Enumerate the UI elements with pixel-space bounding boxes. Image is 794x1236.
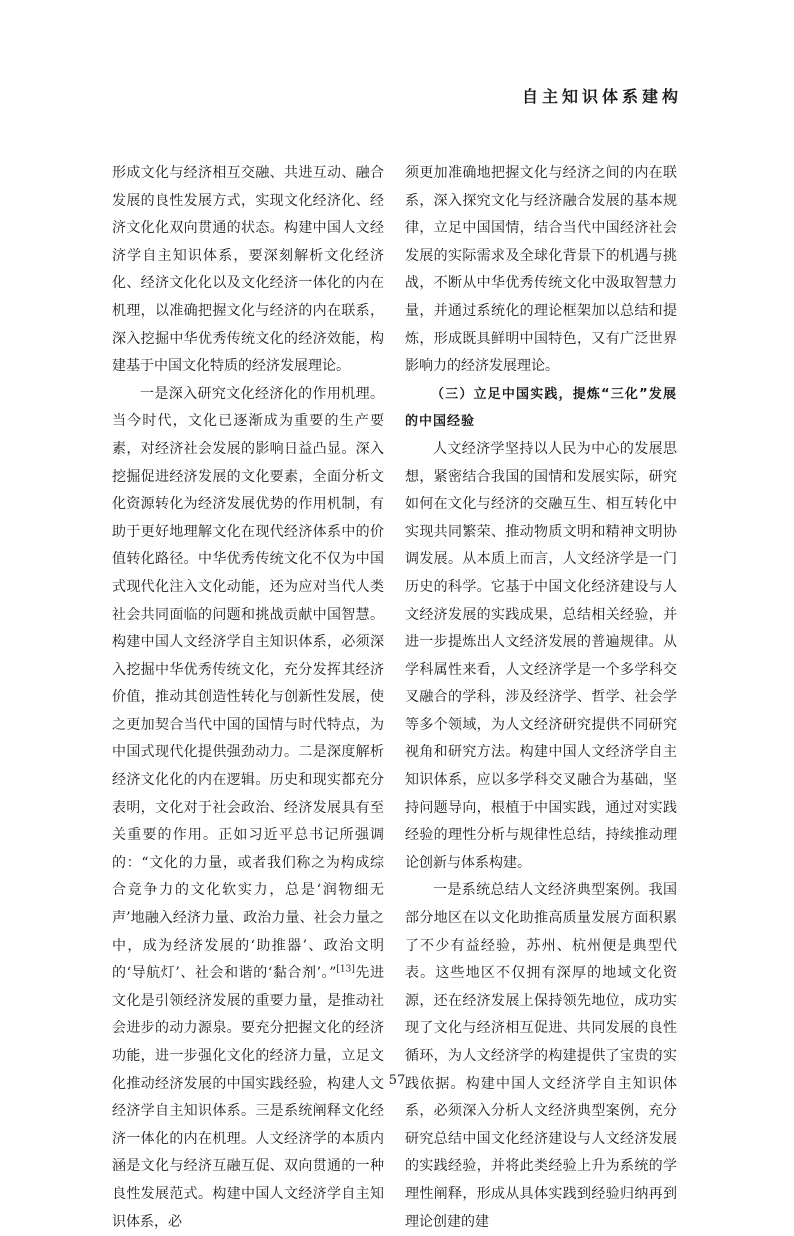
paragraph: 人文经济学坚持以人民为中心的发展思想，紧密结合我国的国情和发展实际，研究如何在文化与经济的交融互生、相互转化中实现共同繁荣、推动物质文明和精神文明协调发展。从本质上而言，人文经济学是一门历史的科学。它基于中国文化经济建设与人文经济发展的实践成果，总结相关经验，并进一步提炼出人文经济发展的普遍规律。从学科属性来看，人文经济学是一个多学科交叉融合的学科，涉及经济学、哲学、社会学等多个领域，为人文经济研究提供不同研究视角和研究方法。构建中国人文经济学自主知识体系，应以多学科交叉融合为基础，坚持问题导向，根植于中国实践，通过对实践经验的理性分析与规律性总结，持续推动理论创新与体系构建。 [405, 440, 677, 871]
paragraph [112, 381, 384, 1236]
paragraph-text: 先进文化是引领经济发展的重要力量，是推动社会进步的动力源泉。要充分把握文化的经济功能，进一步强化文化的经济力量，立足文化推动经济发展的中国实践经验，构建人文经济学自主知识体系。三是系统阐释文化经济一体化的内在机理。人文经济学的本质内涵是文化与经济互融互促、双向贯通的一种良性发展范式。构建中国人文经济学自主知识体系，必 [112, 965, 384, 1230]
paragraph: 须更加准确地把握文化与经济之间的内在联系，深入探究文化与经济融合发展的基本规律，立足中国国情，结合当代中国经济社会发展的实际需求及全球化背景下的机遇与挑战，不断从中华优秀传统文化中汲取智慧力量，并通过系统化的理论框架加以总结和提炼，形成既具鲜明中国特色，又有广泛世界影响力的经济发展理论。 [405, 165, 677, 375]
section-subheading: （三）立足中国实践，提炼“三化”发展的中国经验 [405, 386, 677, 430]
page-number: 57 [388, 1073, 406, 1088]
paragraph-text: 一是深入研究文化经济化的作用机理。当今时代，文化已逐渐成为重要的生产要素，对经济社会发展的影响日益凸显。深入挖掘促进经济发展的文化要素，全面分析文化资源转化为经济发展优势的作用机制，有助于更好地理解文化在现代经济体系中的价值转化路径。中华优秀传统文化不仅为中国式现代化注入文化动能，还为应对当代人类社会共同面临的问题和挑战贡献中国智慧。构建中国人文经济学自主知识体系，必须深入挖掘中华优秀传统文化，充分发挥其经济价值，推动其创造性转化与创新性发展，使之更加契合当代中国的国情与时代特点，为中国式现代化提供强劲动力。二是深度解析经济文化化的内在逻辑。历史和现实都充分表明，文化对于社会政治、经济发展具有至关重要的作用。正如习近平总书记所强调的：“文化的力量，或者我们称之为构成综合竞争力的文化软实力，总是‘润物细无声’地融入经济力量、政治力量、社会力量之中，成为经济发展的‘助推器’、政治文明的‘导航灯’、社会和谐的‘黏合剂’。” [112, 385, 384, 982]
running-header: 自主知识体系建构 [521, 87, 682, 106]
header-divider [112, 114, 682, 115]
paragraph: 一是系统总结人文经济典型案例。我国部分地区在以文化助推高质量发展方面积累了不少有益经验，苏州、杭州便是典型代表。这些地区不仅拥有深厚的地域文化资源，还在经济发展上保持领先地位，成功实现了文化与经济相互促进、共同发展的良性循环，为人文经济学的构建提供了宝贵的实践依据。构建中国人文经济学自主知识体系，必须深入分析人文经济典型案例，充分研究总结中国文化经济建设与人文经济发展的实践经验，并将此类经验上升为系统的学理性阐释，形成从具体实践到经验归纳再到理论创建的建 [405, 882, 677, 1230]
paragraph: 形成文化与经济相互交融、共进互动、融合发展的良性发展方式，实现文化经济化、经济文化化双向贯通的状态。构建中国人文经济学自主知识体系，要深刻解析文化经济化、经济文化化以及文化经济一体化的内在机理，以准确把握文化与经济的内在联系，深入挖掘中华优秀传统文化的经济效能，构建基于中国文化特质的经济发展理论。 [112, 165, 384, 375]
citation-ref[interactable]: [13] [336, 964, 355, 975]
